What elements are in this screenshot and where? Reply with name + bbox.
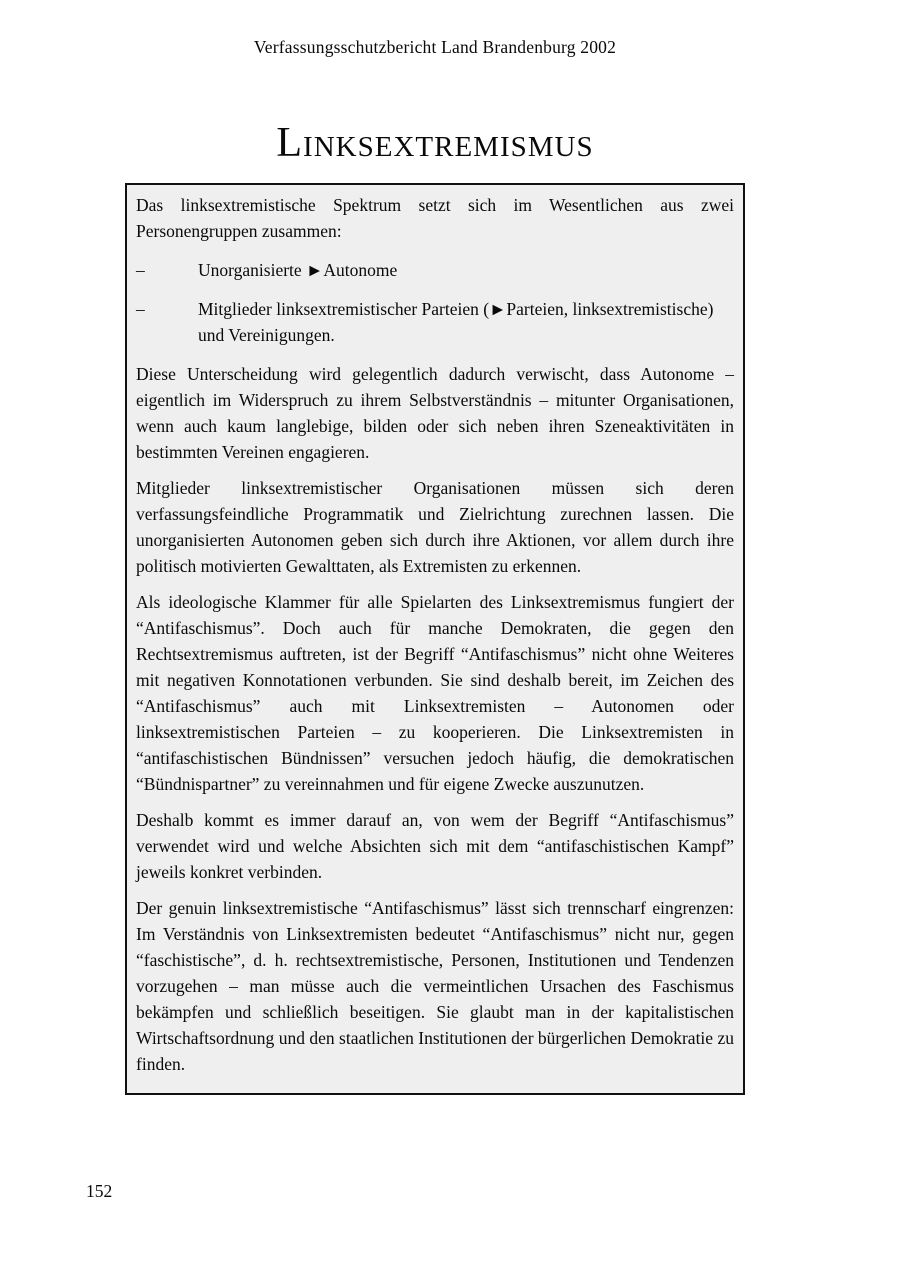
intro-paragraph: Das linksextremistische Spektrum setzt sich im Wesentlichen aus zwei Personengruppen zusammen: — [136, 195, 734, 241]
body-paragraph: Diese Unterscheidung wird gelegentlich dadurch verwischt, dass Autonome – eigentlich im Widerspruch zu ihrem Selbstverständnis – mitunter Organisationen, wenn auch kaum langlebige, bilden oder sich neben ihren Szeneaktivitäten in bestimmten Vereinen engagieren. — [136, 364, 734, 462]
page-title: Linksextremismus — [276, 120, 594, 166]
list-item — [136, 296, 734, 348]
list-marker: – — [136, 260, 145, 280]
content-column — [125, 0, 745, 1095]
body-paragraph: Der genuin linksextremistische “Antifaschismus” lässt sich trennscharf eingrenzen: Im Verständnis von Linksextremisten bedeutet “Antifaschismus” nicht nur, gegen “faschistische”, d. h. rechtsextremistische, Personen, Institutionen und Tendenzen vorzugehen – man müsse auch die vermeintlichen Ursachen des Faschismus bekämpfen und schließlich beseitigen. Sie glaubt man in der kapitalistischen Wirtschaftsordnung und den staatlichen Institutionen der bürgerlichen Demokratie zu finden. — [136, 898, 734, 1074]
text-box — [125, 183, 745, 1095]
body-paragraph: Mitglieder linksextremistischer Organisationen müssen sich deren verfassungsfeindliche Programmatik und Zielrichtung zurechnen lassen. Die unorganisierten Autonomen geben sich durch ihre Aktionen, vor allem durch ihre politisch motivierten Gewalttaten, als Extremisten zu erkennen. — [136, 478, 734, 576]
list-marker: – — [136, 299, 145, 319]
list-item — [136, 257, 734, 283]
body-paragraph: Als ideologische Klammer für alle Spielarten des Linksextremismus fungiert der “Antifaschismus”. Doch auch für manche Demokraten, die gegen den Rechtsextremismus auftreten, ist der Begriff “Antifaschismus” nicht ohne Weiteres mit negativen Konnotationen verbunden. Sie sind deshalb bereit, im Zeichen des “Antifaschismus” auch mit Linksextremisten – Autonomen oder linksextremistischen Parteien – zu kooperieren. Die Linksextremisten in “antifaschistischen Bündnissen” versuchen jedoch häufig, die demokratischen “Bündnispartner” zu vereinnahmen und für eigene Zwecke auszunutzen. — [136, 592, 734, 794]
list-item-text: Mitglieder linksextremistischer Parteien (►Parteien, linksextremistische) und Vereinigungen. — [198, 299, 714, 345]
page-number: 152 — [86, 1181, 113, 1201]
list-item-text: Unorganisierte ►Autonome — [198, 260, 398, 280]
body-paragraph: Deshalb kommt es immer darauf an, von wem der Begriff “Antifaschismus” verwendet wird und welche Absichten sich mit dem “antifaschistischen Kampf” jeweils konkret verbinden. — [136, 810, 734, 882]
running-header: Verfassungsschutzbericht Land Brandenburg 2002 — [253, 37, 617, 57]
